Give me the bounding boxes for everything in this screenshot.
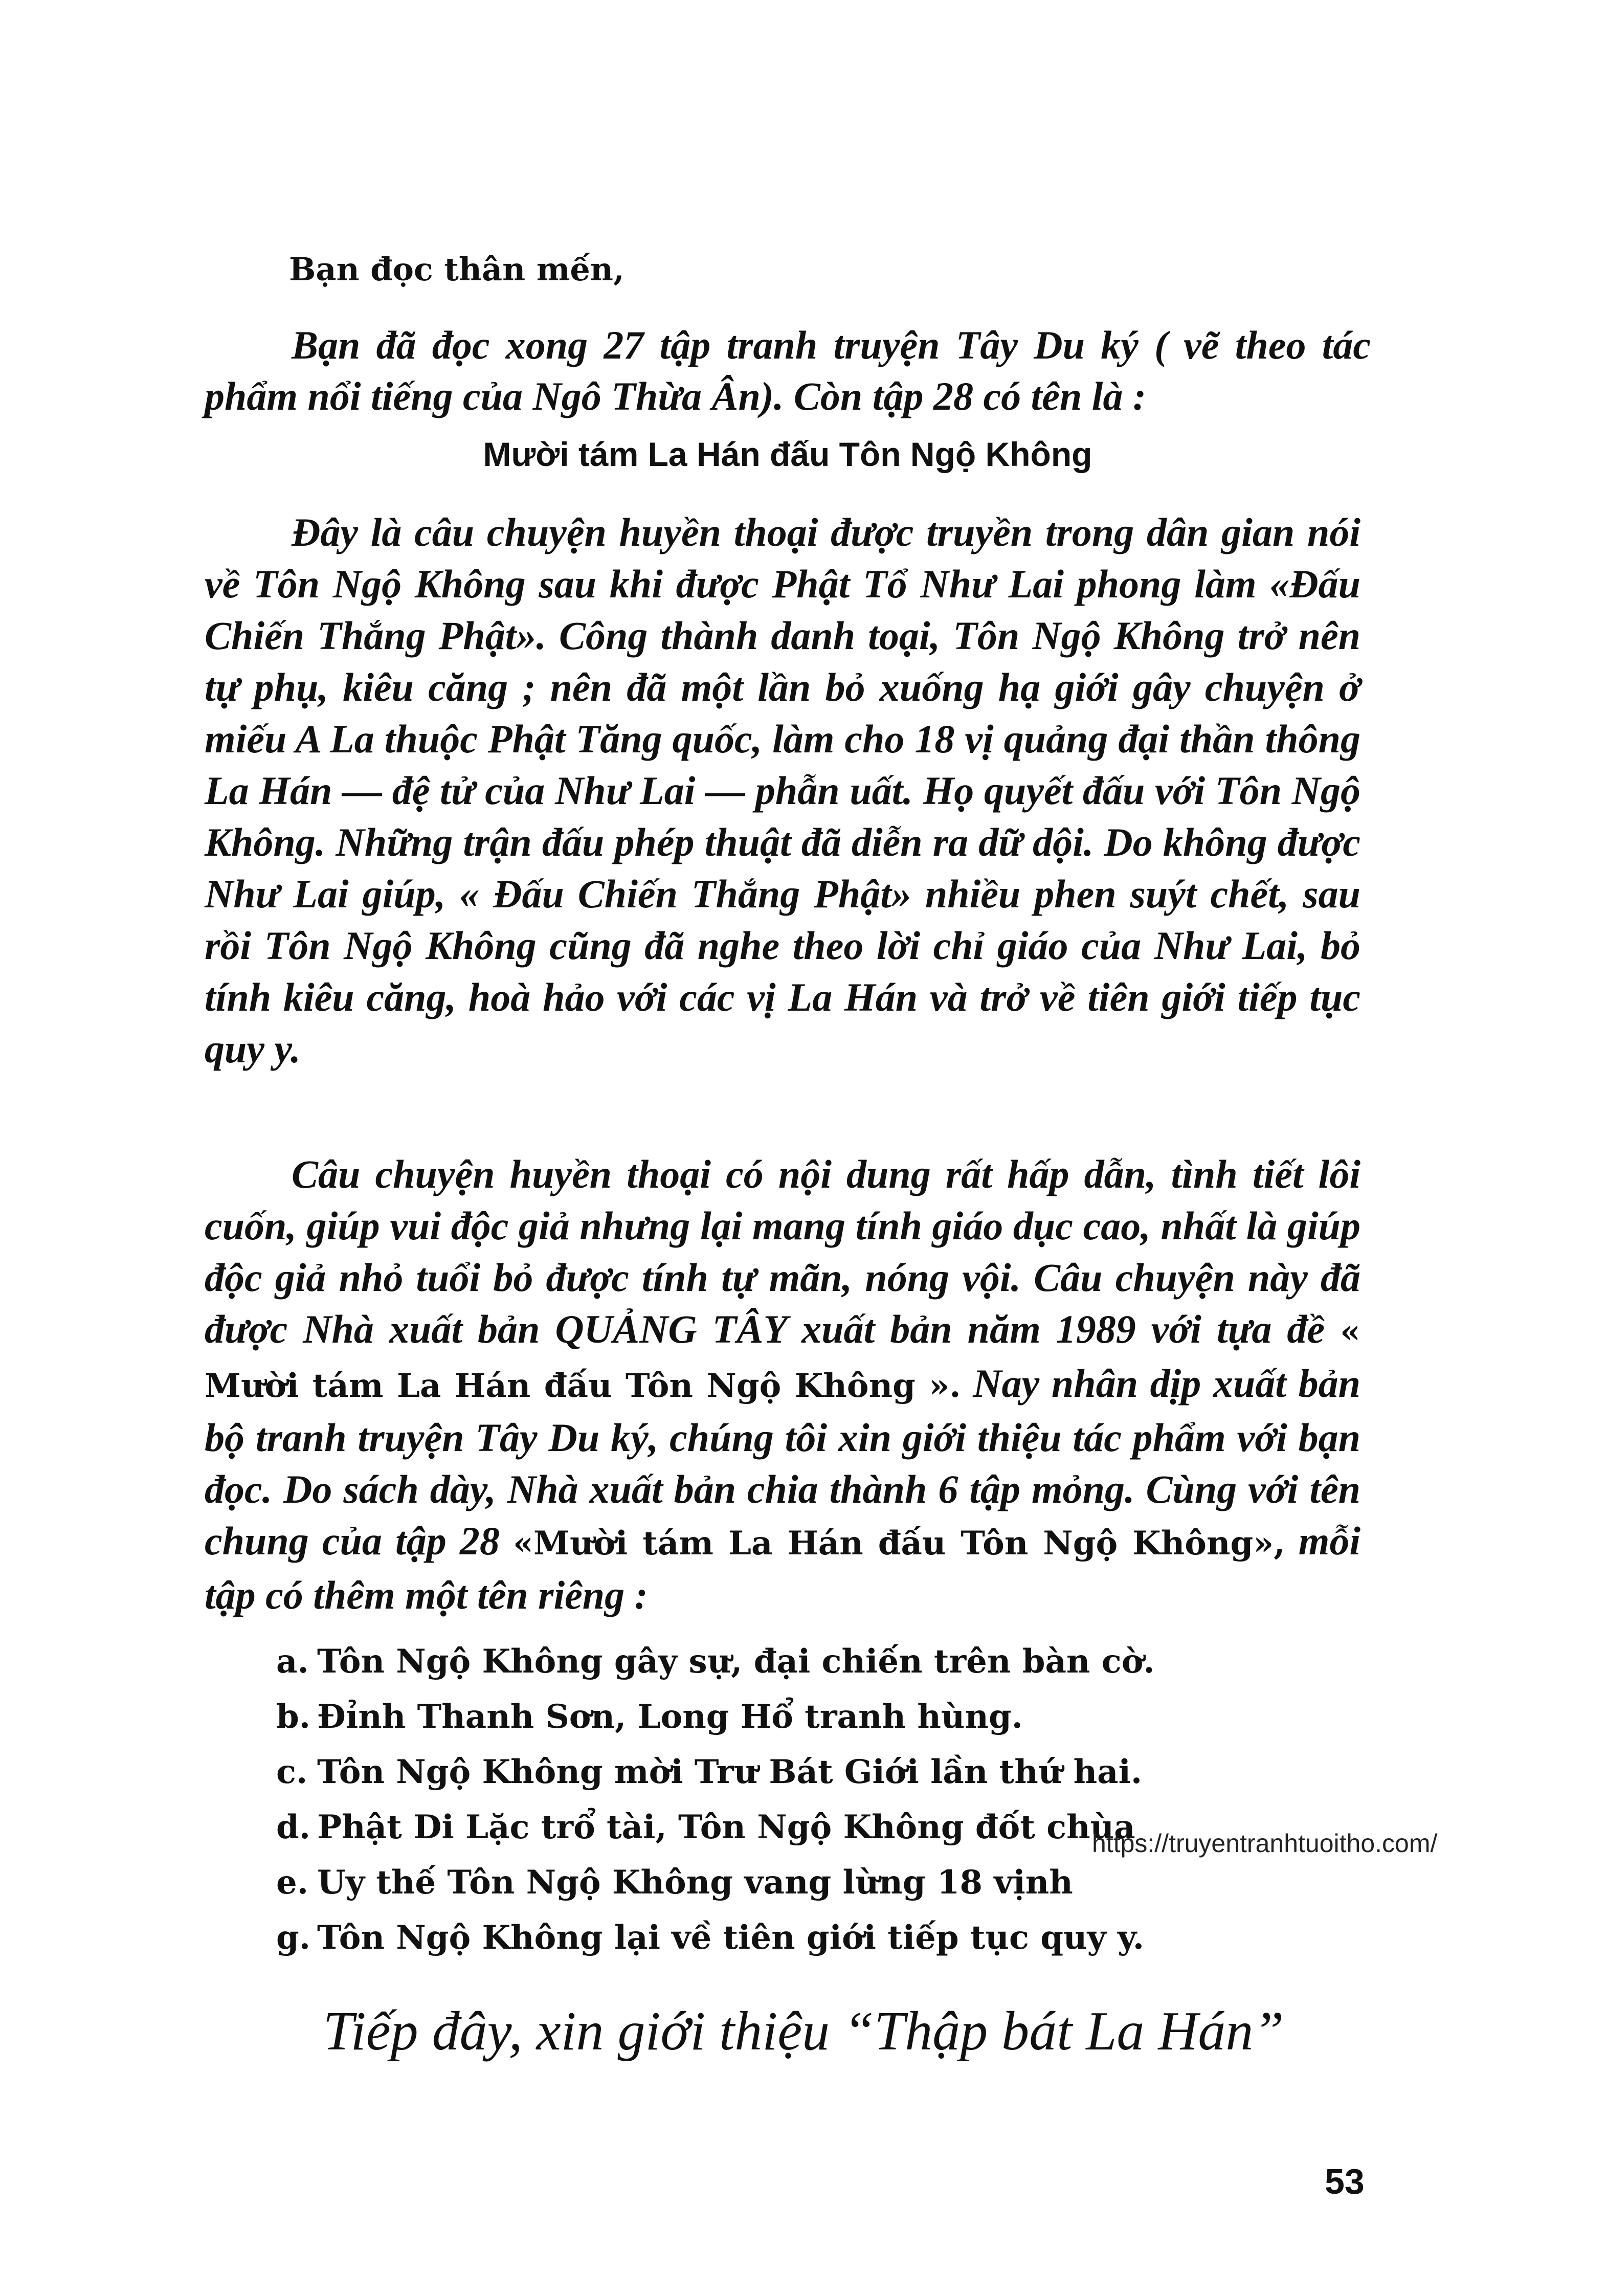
list-item-letter: e. <box>276 1863 308 1902</box>
greeting: Bạn đọc thân mến, <box>289 251 624 288</box>
list-item-text: Phật Di Lặc trổ tài, Tôn Ngộ Không đốt chùa <box>317 1808 1135 1846</box>
list-item-letter: b. <box>276 1698 311 1736</box>
publication-text-part3: mỗi tập có thêm một tên riêng : <box>205 1519 1361 1617</box>
list-item-letter: g. <box>276 1919 311 1957</box>
story-summary-paragraph: Đây là câu chuyện huyền thoại được truyền trong dân gian nói về Tôn Ngộ Không sau khi được Phật Tổ Như Lai phong làm «Đấu Chiến Thắng Phật». Công thành danh toại, Tôn Ngộ Không trở nên tự phụ, kiêu căng ; nên đã một lần bỏ xuống hạ giới gây chuyện ở miếu A La thuộc Phật Tăng quốc, làm cho 18 vị quảng đại thần thông La Hán — đệ tử của Như Lai — phẫn uất. Họ quyết đấu với Tôn Ngộ Không. Những trận đấu phép thuật đã diễn ra dữ dội. Do không được Như Lai giúp, « Đấu Chiến Thắng Phật» nhiều phen suýt chết, sau rồi Tôn Ngộ Không cũng đã nghe theo lời chỉ giáo của Như Lai, bỏ tính kiêu căng, hoà hảo với các vị La Hán và trở về tiên giới tiếp tục quy y. <box>205 510 1360 1071</box>
list-item-text: Tôn Ngộ Không mời Trư Bát Giới lần thứ hai. <box>317 1753 1143 1791</box>
book-title-reference: «Mười tám La Hán đấu Tôn Ngộ Không», <box>512 1524 1285 1563</box>
intro-paragraph: Bạn đã đọc xong 27 tập tranh truyện Tây Du ký ( vẽ theo tác phẩm nổi tiếng của Ngô Thừa Ân). Còn tập 28 có tên là : <box>205 323 1371 418</box>
volume-subtitle-list <box>276 1634 1155 1966</box>
list-item <box>276 1634 1155 1689</box>
page-number: 53 <box>1325 2161 1365 2201</box>
list-item <box>276 1800 1155 1855</box>
list-item-text: Đỉnh Thanh Sơn, Long Hổ tranh hùng. <box>317 1698 1023 1736</box>
list-item-letter: d. <box>276 1808 311 1846</box>
list-item <box>276 1745 1155 1800</box>
publication-text-part2: Nay nhân dịp xuất bản bộ tranh truyện Tây Du ký, chúng tôi xin giới thiệu tác phẩm với bạn đọc. Do sách dày, Nhà xuất bản chia thành 6 tập mỏng. Cùng với tên chung của tập 28 <box>205 1361 1361 1563</box>
list-item <box>276 1910 1155 1966</box>
list-item-letter: a. <box>276 1642 309 1681</box>
list-item-text: Tôn Ngộ Không lại về tiên giới tiếp tục quy y. <box>317 1919 1145 1957</box>
list-item-text: Tôn Ngộ Không gây sự, đại chiến trên bàn cờ. <box>317 1642 1155 1681</box>
closing-line: Tiếp đây, xin giới thiệu “Thập bát La Hán” <box>323 2001 1284 2062</box>
list-item-text: Uy thế Tôn Ngộ Không vang lừng 18 vịnh <box>317 1863 1073 1902</box>
publication-paragraph <box>205 1148 1360 1621</box>
book-title: Mười tám La Hán đấu Tôn Ngộ Không <box>483 435 1092 473</box>
book-title-reference: « Mười tám La Hán đấu Tôn Ngộ Không ». <box>205 1312 1361 1405</box>
list-item <box>276 1855 1155 1910</box>
watermark-url: https://truyentranhtuoitho.com/ <box>1092 1829 1438 1858</box>
publication-text-part1: Câu chuyện huyền thoại có nội dung rất hấp dẫn, tình tiết lôi cuốn, giúp vui độc giả nhưng lại mang tính giáo dục cao, nhất là giúp độc giả nhỏ tuổi bỏ được tính tự mãn, nóng vội. Câu chuyện này đã được Nhà xuất bản QUẢNG TÂY xuất bản năm 1989 với tựa đề <box>205 1152 1360 1351</box>
list-item-letter: c. <box>276 1753 308 1791</box>
list-item <box>276 1689 1155 1745</box>
